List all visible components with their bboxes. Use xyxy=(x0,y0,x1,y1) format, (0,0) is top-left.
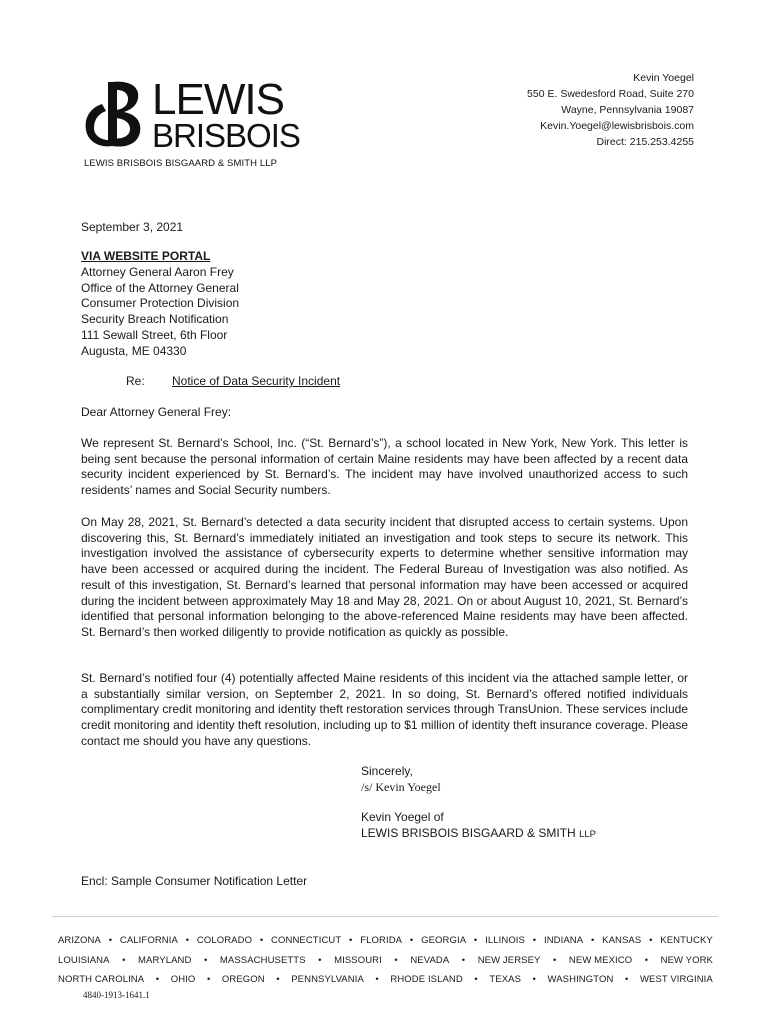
footer-state: MISSOURI xyxy=(334,954,382,966)
recipient-block xyxy=(81,249,239,360)
footer-state: NEW YORK xyxy=(660,954,713,966)
signer-firm xyxy=(361,826,596,843)
footer-state: CONNECTICUT xyxy=(271,935,342,946)
footer-state: RHODE ISLAND xyxy=(390,974,463,985)
closing-block xyxy=(361,764,596,843)
subject-line xyxy=(126,374,340,388)
footer-separator: • xyxy=(185,935,190,946)
footer-state: OHIO xyxy=(170,974,196,985)
footer-state: WEST VIRGINIA xyxy=(639,974,713,985)
recipient-line: Consumer Protection Division xyxy=(81,296,240,311)
footer-state: KENTUCKY xyxy=(660,935,713,946)
lb-monogram-icon xyxy=(82,78,148,150)
footer-state: WASHINGTON xyxy=(547,974,614,985)
footer-separator: • xyxy=(349,935,353,946)
paragraph-text: We represent St. Bernard’s School, Inc. (“St. Bernard’s”), a school located in New York, New York. This letter is being sent because the personal information of certain Maine residents may have been affected by a recent data security incident experienced by St. Bernard’s. The incident may have involved unauthorized access to such residents’ names and Social Security numbers. xyxy=(81,436,688,498)
paragraph-text: On May 28, 2021, St. Bernard’s detected a data security incident that disrupted access to certain systems. Upon discovering this, St. Bernard’s immediately initiated an investigation and took steps to secure its network. This investigation involved the assistance of cybersecurity experts to determine whether sensitive information may have been accessed or acquired during the incident. The Federal Bureau of Investigation was also notified. As result of this investigation, St. Bernard’s learned that personal information may have been accessed or acquired during the incident between approximately May 18 and May 28, 2021. On or about August 10, 2021, St. Bernard’s identified that personal information belonging to the above-referenced Maine residents may have been affected. St. Bernard’s then worked diligently to provide notification as quickly as possible. xyxy=(81,515,688,639)
sender-address2: Wayne, Pennsylvania 19087 xyxy=(561,104,694,116)
footer-separator: • xyxy=(474,974,478,985)
footer-state: NEW MEXICO xyxy=(568,954,633,966)
signer-firm-name: LEWIS BRISBOIS BISGAARD & SMITH xyxy=(361,826,576,841)
sender-block xyxy=(527,70,694,150)
letter-date: September 3, 2021 xyxy=(81,220,184,234)
footer-state: CALIFORNIA xyxy=(119,935,178,946)
footer-row-3 xyxy=(58,970,713,990)
footer-state: ILLINOIS xyxy=(485,935,525,946)
office-locations-footer xyxy=(58,931,713,990)
subject-text: Notice of Data Security Incident xyxy=(172,374,341,388)
footer-separator: • xyxy=(108,935,113,946)
footer-state: FLORIDA xyxy=(360,935,403,946)
footer-separator: • xyxy=(473,935,478,946)
salutation: Dear Attorney General Frey: xyxy=(81,405,232,419)
footer-row-2 xyxy=(58,951,713,971)
footer-separator: • xyxy=(155,974,160,985)
subject-label: Re: xyxy=(126,374,145,388)
footer-state: COLORADO xyxy=(196,935,253,946)
body-paragraph-3 xyxy=(81,671,688,750)
firm-logo xyxy=(82,75,300,173)
footer-separator: • xyxy=(203,954,208,966)
firm-full-name: LEWIS BRISBOIS BISGAARD & SMITH LLP xyxy=(84,158,278,169)
footer-state: NEVADA xyxy=(410,954,450,966)
footer-row-1 xyxy=(58,931,713,951)
footer-state: LOUISIANA xyxy=(58,954,110,966)
signer-name: Kevin Yoegel of xyxy=(361,810,444,825)
footer-state: NEW JERSEY xyxy=(477,954,541,966)
sender-name: Kevin Yoegel xyxy=(633,72,694,84)
footer-separator: • xyxy=(259,935,264,946)
footer-separator: • xyxy=(394,954,398,966)
sender-email: Kevin.Yoegel@lewisbrisbois.com xyxy=(540,120,694,132)
body-paragraph-2 xyxy=(81,515,688,641)
footer-separator: • xyxy=(276,974,280,985)
delivery-method: VIA WEBSITE PORTAL xyxy=(81,249,211,263)
footer-separator: • xyxy=(649,935,653,946)
sender-direct: Direct: 215.253.4255 xyxy=(596,136,694,148)
recipient-line: Office of the Attorney General xyxy=(81,280,239,295)
footer-separator: • xyxy=(552,954,557,966)
signer-firm-suffix: LLP xyxy=(579,829,596,841)
footer-state: INDIANA xyxy=(543,935,584,946)
enclosure-note: Encl: Sample Consumer Notification Letter xyxy=(81,874,308,888)
footer-state: KANSAS xyxy=(602,935,642,946)
footer-state: NORTH CAROLINA xyxy=(58,974,145,985)
footer-separator: • xyxy=(532,974,536,985)
valediction: Sincerely, xyxy=(361,764,413,778)
footer-separator: • xyxy=(409,935,414,946)
footer-separator: • xyxy=(532,935,537,946)
footer-state: ARIZONA xyxy=(58,935,101,946)
footer-separator: • xyxy=(122,954,126,966)
footer-separator: • xyxy=(375,974,379,985)
body-paragraph-1 xyxy=(81,436,688,499)
footer-state: OREGON xyxy=(221,974,265,985)
sender-address1: 550 E. Swedesford Road, Suite 270 xyxy=(527,88,694,100)
paragraph-text: St. Bernard’s notified four (4) potentially affected Maine residents of this incident via the attached sample letter, or a substantially similar version, on September 2, 2021. In so doing, St. Bernard’s offered notified individuals complimentary credit monitoring and identity theft restoration services through TransUnion. These services include credit monitoring and identity theft resolution, including up to $1 million of identity theft insurance coverage. Please contact me should you have any questions. xyxy=(81,671,688,748)
footer-state: MASSACHUSETTS xyxy=(219,954,306,966)
footer-separator: • xyxy=(206,974,211,985)
footer-divider xyxy=(52,916,718,917)
document-number: 4840-1913-1641.1 xyxy=(83,990,150,1000)
footer-separator: • xyxy=(590,935,595,946)
footer-separator: • xyxy=(624,974,629,985)
firm-name-line1: LEWIS xyxy=(152,75,284,124)
footer-separator: • xyxy=(461,954,466,966)
footer-state: TEXAS xyxy=(489,974,522,985)
recipient-line: Attorney General Aaron Frey xyxy=(81,264,234,279)
signature: /s/ Kevin Yoegel xyxy=(361,779,441,794)
footer-separator: • xyxy=(644,954,649,966)
recipient-line: 111 Sewall Street, 6th Floor xyxy=(81,327,228,342)
footer-state: PENNSYLVANIA xyxy=(291,974,364,985)
recipient-line: Augusta, ME 04330 xyxy=(81,343,187,358)
footer-state: GEORGIA xyxy=(421,935,467,946)
footer-separator: • xyxy=(318,954,322,966)
footer-state: MARYLAND xyxy=(138,954,192,966)
recipient-line: Security Breach Notification xyxy=(81,312,229,327)
firm-name-line2: BRISBOIS xyxy=(152,117,300,154)
